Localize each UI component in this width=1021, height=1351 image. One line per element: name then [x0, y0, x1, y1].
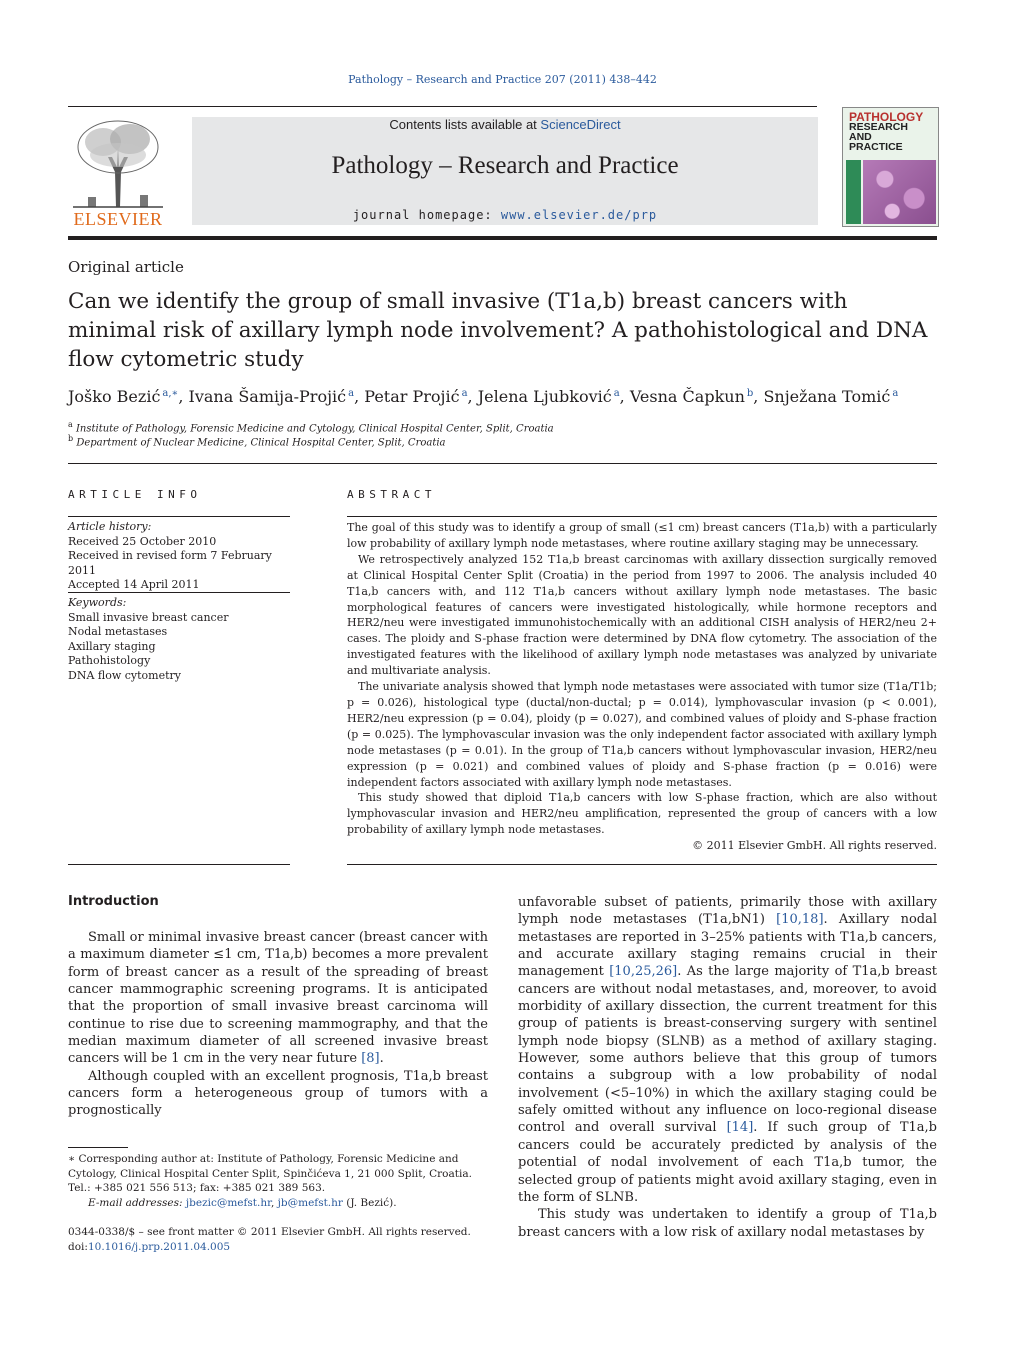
elsevier-logo[interactable] [68, 117, 168, 227]
contents-prefix: Contents lists available at [389, 117, 541, 132]
title-separator [68, 463, 937, 464]
reference-link[interactable]: [10,18] [776, 912, 824, 928]
author-name[interactable]: Petar Projić [364, 387, 460, 406]
history-accepted: Accepted 14 April 2011 [68, 578, 200, 591]
cover-title-line3: AND [849, 131, 872, 143]
cover-side-strip [846, 160, 861, 224]
email-link[interactable]: jb@mefst.hr [277, 1196, 343, 1209]
author-list: Joško Bezić $^{a,∗}$, Ivana Šamija-Projić $^a$, Petar Projić $^a$, Jelena Ljubković $^a$, Vesna Čapkun $^b$, Snježana Tomić $^a$ [68, 387, 899, 406]
article-info-heading: ARTICLE INFO [68, 488, 202, 501]
email-label: E-mail addresses: [88, 1196, 183, 1209]
header-top-rule [68, 106, 817, 107]
keyword: Small invasive breast cancer [68, 610, 229, 624]
cover-title [849, 112, 923, 152]
issn-footer [68, 1225, 488, 1254]
abstract-paragraph: The goal of this study was to identify a group of small (≤1 cm) breast cancers (T1a,b) with a particularly low probability of axillary lymph node metastases, where routine axillary staging may be unnecessary. [347, 521, 937, 550]
body-text: . As the large majority of T1a,b breast cancers are without nodal metastases, and, moreover, to avoid morbidity of axillary dissection, the current treatment for this group of patients is breast-conserving surgery with sentinel lymph node biopsy (SLNB) as a method of axillary staging. However, some authors believe that this group of tumors contains a subgroup with a low probability of nodal involvement (<5–10%) in which the axillary staging could be safely omitted without any influence on loco-regional disease control and overall survival [518, 964, 937, 1136]
keyword: Axillary staging [68, 639, 156, 653]
issn-line: 0344-0338/$ – see front matter © 2011 Elsevier GmbH. All rights reserved. [68, 1226, 471, 1238]
reference-link[interactable]: [14] [726, 1120, 754, 1136]
history-received: Received 25 October 2010 [68, 534, 217, 548]
keyword: Pathohistology [68, 654, 151, 667]
corresponding-author-footnote [68, 1152, 488, 1210]
keyword: DNA flow cytometry [68, 668, 182, 682]
author-affiliation-mark[interactable]: a,∗ [162, 388, 179, 399]
doi-line [68, 1240, 488, 1255]
abstract-paragraph: The univariate analysis showed that lymph node metastases were associated with tumor size (T1a/T1b; p = 0.026), histological type (ductal/non-ductal; p = 0.014), lymphovascular invasion (p < 0.001), HER2/neu expression (p = 0.04), ploidy (p = 0.027), and combined values of ploidy and S-phase fraction (p = 0.025). The lymphovascular invasion was the only independent factor associated with axillary lymph node metastases (p = 0.01). In the group of T1a,b cancers without lymphovascular invasion, HER2/neu expression (p = 0.021) and combined values of ploidy and S-phase fraction (p = 0.016) were independent factors associated with axillary lymph node metastases. [347, 680, 937, 789]
author-affiliation-mark[interactable]: a [348, 388, 355, 399]
cover-title-line1: PATHOLOGY [849, 110, 924, 124]
author-name[interactable]: Snježana Tomić [763, 387, 891, 406]
article-info-bottom-rule [68, 864, 290, 865]
homepage-prefix: journal homepage: [352, 208, 501, 222]
keywords-rule [68, 592, 290, 593]
keywords-block [68, 596, 290, 683]
abstract-rule [347, 516, 937, 517]
doi-link[interactable]: 10.1016/j.prp.2011.04.005 [87, 1240, 231, 1253]
header-bottom-rule [68, 236, 937, 240]
abstract-paragraph: We retrospectively analyzed 152 T1a,b breast carcinomas with axillary dissection surgically removed at Clinical Hospital Center Split (Croatia) in the period from 1997 to 2006. The analysis included 40 T1a,b cancers with, and 112 T1a,b cancers without axillary lymph node metastases. The basic morphological features of cancers were investigated histologically, while hormone receptors and HER2/neu were investigated immunohistochemically with an additional CISH analysis of HER2/neu 2+ cases. The ploidy and S-phase fraction were determined by DNA flow cytometry. The association of the investigated features with the likelihood of axillary lymph node metastases was analyzed by univariate and multivariate analysis. [347, 552, 937, 678]
author-name[interactable]: Jelena Ljubković [477, 387, 612, 406]
affiliation-a [68, 420, 554, 434]
abstract-paragraph: This study showed that diploid T1a,b cancers with low S-phase fraction, which are also without lymphovascular invasion and HER2/neu amplification, represented the group of cancers with a low probability of axillary lymph node metastases. [347, 791, 937, 837]
author-name[interactable]: Ivana Šamija-Projić [188, 387, 347, 406]
cover-title-line4: PRACTICE [849, 141, 903, 153]
body-text: unfavorable subset of patients, primarily those with axillary lymph node metastases (T1a,bN1) [518, 895, 937, 928]
author-name[interactable]: Joško Bezić [68, 387, 161, 406]
author-affiliation-mark[interactable]: a [613, 388, 620, 399]
cover-histology-image [863, 160, 936, 224]
corresponding-author-text: ∗ Corresponding author at: Institute of Pathology, Forensic Medicine and Cytology, Clinical Hospital Center Split, Spinčićeva 1, 21 000 Split, Croatia. [68, 1153, 472, 1180]
homepage-link[interactable]: www.elsevier.de/prp [500, 208, 658, 222]
author-affiliation-mark[interactable]: a [892, 388, 899, 399]
body-paragraph: Small or minimal invasive breast cancer (breast cancer with a maximum diameter ≤1 cm, T1a,b) becomes a more prevalent form of breast cancer as a result of the spreading of breast cancer mammographic screening programs. It is anticipated that the proportion of small invasive breast carcinoma will continue to rise due to screening mammography, and that the median maximum diameter of all screened invasive breast cancers will be 1 cm in the very near future [8]. [68, 930, 488, 1067]
author-affiliation-mark[interactable]: b [746, 388, 754, 399]
introduction-heading: Introduction [68, 894, 159, 909]
body-left-column [68, 929, 488, 1120]
body-paragraph [518, 894, 937, 1206]
journal-cover-image[interactable] [842, 107, 939, 227]
journal-title: Pathology – Research and Practice [331, 152, 679, 179]
contact-phone: Tel.: +385 021 556 513; fax: +385 021 389 563. [68, 1182, 326, 1194]
journal-homepage [192, 208, 818, 222]
history-label: Article history: [68, 520, 152, 533]
affiliation-mark: a [68, 420, 73, 429]
author-affiliation-mark[interactable]: a [461, 388, 468, 399]
reference-link[interactable]: [10,25,26] [609, 964, 678, 980]
body-paragraph: This study was undertaken to identify a group of T1a,b breast cancers with a low risk of axillary nodal metastases by [518, 1207, 937, 1240]
affiliation-text: Institute of Pathology, Forensic Medicine and Cytology, Clinical Hospital Center, Split, Croatia [75, 423, 554, 435]
reference-link[interactable]: [8] [361, 1051, 380, 1067]
elsevier-wordmark: ELSEVIER [73, 209, 163, 229]
elsevier-tree-icon [68, 117, 168, 209]
email-link[interactable]: jbezic@mefst.hr [185, 1196, 271, 1209]
abstract-bottom-rule [347, 864, 937, 865]
cover-title-line2: RESEARCH [849, 121, 908, 133]
footnote-rule [68, 1147, 128, 1148]
contents-line [192, 117, 818, 132]
affiliation-b [68, 434, 446, 448]
body-right-column [518, 894, 937, 1241]
article-title: Can we identify the group of small invasive (T1a,b) breast cancers with minimal risk of axillary lymph node involvement? A pathohistological and DNA flow cytometric study [68, 289, 928, 372]
body-paragraph: Although coupled with an excellent prognosis, T1a,b breast cancers form a heterogeneous group of tumors with a prognostically [68, 1068, 488, 1119]
keyword: Nodal metastases [68, 625, 168, 638]
abstract-heading: ABSTRACT [347, 488, 436, 501]
sciencedirect-link[interactable]: ScienceDirect [540, 117, 621, 132]
abstract-copyright: © 2011 Elsevier GmbH. All rights reserved. [692, 839, 937, 853]
contact-emails: E-mail addresses: jbezic@mefst.hr, jb@mefst.hr (J. Bezić). [88, 1196, 397, 1209]
affiliation-text: Department of Nuclear Medicine, Clinical Hospital Center, Split, Croatia [76, 437, 446, 449]
article-type: Original article [68, 258, 184, 276]
email-owner: (J. Bezić). [342, 1196, 397, 1209]
keywords-label: Keywords: [68, 596, 127, 609]
body-text: . Axillary nodal metastases are reported in 3–25% patients with T1a,b cancers, and accurate axillary staging remains crucial in their management [518, 912, 937, 980]
history-revised: Received in revised form 7 February 2011 [68, 549, 272, 577]
abstract-body [347, 520, 937, 854]
article-history [68, 520, 290, 593]
body-text: . If such group of T1a,b cancers could be accurately predicted by analysis of the potential of nodal involvement of each T1a,b tumor, the selected group of patients might avoid axillary staging, even in the form of SLNB. [518, 1120, 937, 1205]
journal-citation[interactable]: Pathology – Research and Practice 207 (2011) 438–442 [348, 73, 657, 86]
affiliation-mark: b [68, 434, 74, 443]
author-name[interactable]: Vesna Čapkun [629, 387, 745, 406]
article-info-rule [68, 516, 290, 517]
doi-label: doi: [68, 1240, 88, 1253]
body-text: Small or minimal invasive breast cancer (breast cancer with a maximum diameter ≤1 cm, T1a,b) becomes a more prevalent form of breast cancer as a result of the spreading of breast cancer mammographic screening programs. It is anticipated that the proportion of small invasive breast carcinoma will continue to rise due to screening mammography, and that the median maximum diameter of all screened invasive breast cancers will be 1 cm in the very near future [68, 930, 488, 1067]
